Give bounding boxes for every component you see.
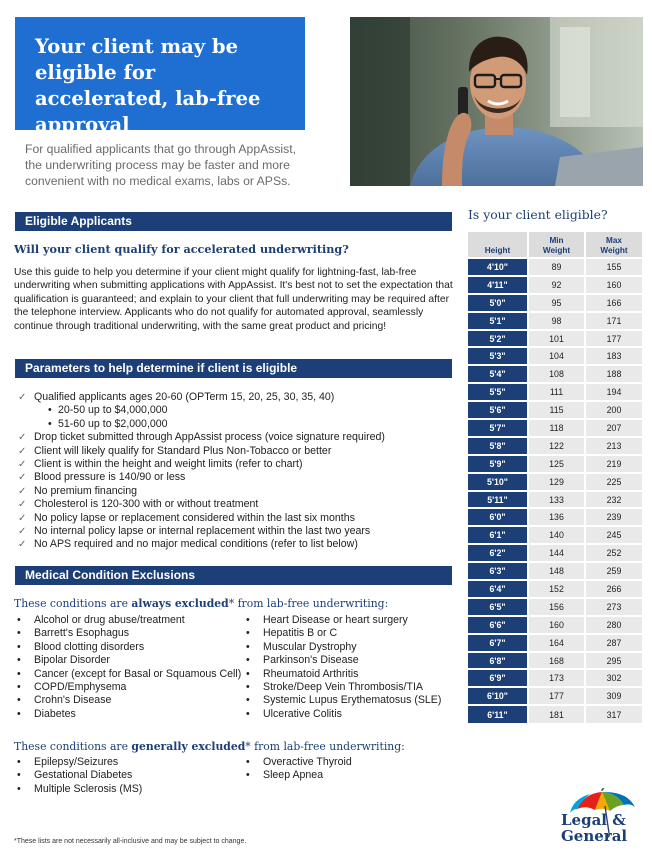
condition-text: Crohn's Disease: [34, 694, 112, 707]
max-weight-cell: 259: [585, 562, 642, 580]
condition-text: Stroke/Deep Vein Thrombosis/TIA: [263, 681, 423, 694]
condition-item: [16, 708, 241, 721]
parameter-text: Cholesterol is 120-300 with or without treatment: [34, 498, 259, 511]
max-weight-cell: 245: [585, 526, 642, 544]
min-weight-cell: 168: [528, 652, 585, 670]
table-row: [468, 687, 642, 705]
parameter-item: [18, 485, 458, 498]
condition-text: Alcohol or drug abuse/treatment: [34, 614, 185, 626]
max-weight-cell: 287: [585, 634, 642, 652]
height-cell: 5'6": [468, 401, 528, 419]
logo-line-1: Legal &: [561, 811, 626, 829]
parameter-item: [18, 404, 458, 417]
condition-item: [16, 681, 241, 694]
parameter-text: No policy lapse or replacement considered within the last six months: [34, 511, 355, 524]
bullet-dot: •: [17, 654, 21, 667]
max-weight-cell: 225: [585, 473, 642, 491]
height-cell: 6'4": [468, 580, 528, 598]
parameter-text: No APS required and no major medical conditions (refer to list below): [34, 538, 358, 551]
height-cell: 6'3": [468, 562, 528, 580]
guide-paragraph: Use this guide to help you determine if your client might qualify for lightning-fast, lab-free underwriting when submitting applications with AppAssist. It's best not to set the expectation that qualification is guaranteed; and explain to your client that full underwriting may be required after the telephone interview. Applicants who do not qualify for automated approval, seamlessly continue through traditional underwriting, with the same great product and pricing!: [14, 267, 453, 332]
condition-text: Systemic Lupus Erythematosus (SLE): [263, 694, 442, 707]
parameter-item: [18, 498, 458, 511]
height-weight-table: [468, 232, 642, 723]
height-cell: 5'3": [468, 347, 528, 365]
min-weight-cell: 92: [528, 276, 585, 294]
parameter-text: Drop ticket submitted through AppAssist process (voice signature required): [34, 431, 385, 444]
height-cell: 5'11": [468, 491, 528, 509]
height-cell: 4'10": [468, 258, 528, 276]
table-row: [468, 294, 642, 312]
max-weight-cell: 252: [585, 544, 642, 562]
condition-item: [245, 681, 441, 694]
min-weight-cell: 152: [528, 580, 585, 598]
max-weight-cell: 171: [585, 312, 642, 330]
checkmark-icon: ✓: [18, 512, 27, 524]
max-weight-cell: 200: [585, 401, 642, 419]
table-row: [468, 276, 642, 294]
height-cell: 6'1": [468, 526, 528, 544]
table-row: [468, 544, 642, 562]
min-weight-cell: 156: [528, 598, 585, 616]
min-weight-cell: 125: [528, 455, 585, 473]
bullet-dot: •: [17, 756, 21, 768]
table-row: [468, 705, 642, 723]
parameter-item: [18, 418, 458, 431]
generally-excluded-list-left: [16, 756, 142, 796]
height-cell: 6'10": [468, 687, 528, 705]
bullet-dot: •: [17, 782, 21, 795]
max-weight-cell: 317: [585, 705, 642, 723]
max-weight-cell: 160: [585, 276, 642, 294]
min-weight-cell: 122: [528, 437, 585, 455]
logo-wordmark: [561, 812, 651, 844]
table-row: [468, 383, 642, 401]
table-header-cell: Min Weight: [528, 232, 585, 258]
condition-item: [16, 614, 241, 627]
intro-paragraph: For qualified applicants that go through AppAssist, the underwriting process may be faster and more convenient with no medical exams, labs or APSs.: [25, 142, 296, 188]
condition-text: Ulcerative Colitis: [263, 707, 342, 720]
condition-text: Gestational Diabetes: [34, 769, 133, 782]
table-row: [468, 580, 642, 598]
min-weight-cell: 136: [528, 508, 585, 526]
condition-item: [16, 783, 142, 796]
always-excluded-lead: These conditions are always excluded* from lab-free underwriting:: [14, 597, 389, 610]
bullet-dot: •: [17, 769, 21, 782]
generally-excluded-lead: These conditions are generally excluded* from lab-free underwriting:: [14, 740, 405, 753]
exclusions-heading: Medical Condition Exclusions: [15, 566, 452, 585]
condition-text: Parkinson's Disease: [263, 654, 359, 667]
max-weight-cell: 194: [585, 383, 642, 401]
min-weight-cell: 133: [528, 491, 585, 509]
min-weight-cell: 144: [528, 544, 585, 562]
min-weight-cell: 111: [528, 383, 585, 401]
table-header-cell: Max Weight: [585, 232, 642, 258]
condition-item: [16, 769, 142, 782]
condition-text: Diabetes: [34, 707, 76, 720]
height-cell: 5'7": [468, 419, 528, 437]
condition-text: Barrett's Esophagus: [34, 627, 130, 640]
table-row: [468, 455, 642, 473]
max-weight-cell: 239: [585, 508, 642, 526]
condition-item: [245, 614, 441, 627]
height-cell: 6'8": [468, 652, 528, 670]
checkmark-icon: ✓: [18, 499, 27, 511]
parameters-heading: Parameters to help determine if client is eligible: [15, 359, 452, 378]
table-body: [468, 258, 642, 723]
height-cell: 5'8": [468, 437, 528, 455]
min-weight-cell: 115: [528, 401, 585, 419]
condition-text: Sleep Apnea: [263, 769, 324, 782]
parameter-item: [18, 512, 458, 525]
checkmark-icon: ✓: [18, 432, 27, 444]
height-cell: 5'1": [468, 312, 528, 330]
max-weight-cell: 213: [585, 437, 642, 455]
max-weight-cell: 295: [585, 652, 642, 670]
condition-text: Epilepsy/Seizures: [34, 756, 119, 768]
condition-item: [245, 756, 352, 769]
height-cell: 6'0": [468, 508, 528, 526]
height-cell: 6'6": [468, 616, 528, 634]
always-excluded-list-left: [16, 614, 241, 721]
min-weight-cell: 118: [528, 419, 585, 437]
bullet-dot: •: [17, 681, 21, 694]
table-row: [468, 652, 642, 670]
condition-item: [16, 668, 241, 681]
eligibility-question: Will your client qualify for accelerated underwriting?: [14, 242, 349, 256]
height-cell: 5'4": [468, 365, 528, 383]
table-row: [468, 365, 642, 383]
checkmark-icon: ✓: [18, 392, 27, 403]
max-weight-cell: 273: [585, 598, 642, 616]
min-weight-cell: 177: [528, 687, 585, 705]
max-weight-cell: 183: [585, 347, 642, 365]
bullet-dot: •: [48, 404, 52, 417]
min-weight-cell: 104: [528, 347, 585, 365]
always-excluded-list-right: [245, 614, 441, 721]
parameter-item: [18, 431, 458, 444]
height-cell: 5'2": [468, 330, 528, 348]
parameter-item: [18, 445, 458, 458]
condition-item: [16, 756, 142, 769]
max-weight-cell: 177: [585, 330, 642, 348]
condition-item: [245, 627, 441, 640]
checkmark-icon: ✓: [18, 539, 27, 551]
condition-item: [16, 627, 241, 640]
condition-item: [16, 641, 241, 654]
min-weight-cell: 181: [528, 705, 585, 723]
parameter-text: Qualified applicants ages 20-60 (OPTerm 15, 20, 25, 30, 35, 40): [34, 391, 335, 403]
table-row: [468, 508, 642, 526]
condition-text: Bipolar Disorder: [34, 654, 110, 667]
min-weight-cell: 140: [528, 526, 585, 544]
bullet-dot: •: [17, 640, 21, 653]
bullet-dot: •: [17, 667, 21, 680]
bullet-dot: •: [246, 667, 250, 680]
bullet-dot: •: [17, 707, 21, 720]
bullet-dot: •: [246, 681, 250, 694]
condition-item: [16, 694, 241, 707]
min-weight-cell: 148: [528, 562, 585, 580]
condition-text: Heart Disease or heart surgery: [263, 614, 408, 626]
height-cell: 5'9": [468, 455, 528, 473]
footnote: *These lists are not necessarily all-inclusive and may be subject to change.: [14, 838, 247, 845]
height-cell: 6'2": [468, 544, 528, 562]
condition-item: [245, 708, 441, 721]
min-weight-cell: 101: [528, 330, 585, 348]
checkmark-icon: ✓: [18, 472, 27, 484]
table-row: [468, 562, 642, 580]
parameter-text: Blood pressure is 140/90 or less: [34, 471, 186, 484]
bullet-dot: •: [17, 627, 21, 640]
condition-item: [16, 654, 241, 667]
height-cell: 6'5": [468, 598, 528, 616]
bullet-dot: •: [48, 417, 52, 430]
height-cell: 5'5": [468, 383, 528, 401]
table-title: Is your client eligible?: [468, 207, 608, 222]
max-weight-cell: 155: [585, 258, 642, 276]
height-cell: 6'7": [468, 634, 528, 652]
condition-item: [245, 654, 441, 667]
parameter-text: Client will likely qualify for Standard Plus Non-Tobacco or better: [34, 444, 332, 457]
table-row: [468, 616, 642, 634]
bullet-dot: •: [17, 614, 21, 626]
table-header-cell: Height: [468, 232, 528, 258]
condition-item: [245, 668, 441, 681]
min-weight-cell: 98: [528, 312, 585, 330]
checkmark-icon: ✓: [18, 445, 27, 457]
parameter-item: [18, 458, 458, 471]
condition-text: Blood clotting disorders: [34, 640, 145, 653]
table-row: [468, 634, 642, 652]
table-row: [468, 491, 642, 509]
min-weight-cell: 95: [528, 294, 585, 312]
logo-line-2: General: [561, 827, 628, 845]
parameter-item: [18, 538, 458, 551]
condition-item: [245, 641, 441, 654]
max-weight-cell: 280: [585, 616, 642, 634]
table-row: [468, 401, 642, 419]
table-row: [468, 437, 642, 455]
bullet-dot: •: [246, 654, 250, 667]
height-cell: 6'9": [468, 669, 528, 687]
max-weight-cell: 219: [585, 455, 642, 473]
min-weight-cell: 160: [528, 616, 585, 634]
min-weight-cell: 129: [528, 473, 585, 491]
table-header-row: [468, 232, 642, 258]
table-row: [468, 330, 642, 348]
max-weight-cell: 188: [585, 365, 642, 383]
parameter-text: 20-50 up to $4,000,000: [58, 404, 168, 417]
table-row: [468, 312, 642, 330]
condition-text: Rheumatoid Arthritis: [263, 667, 359, 680]
height-cell: 4'11": [468, 276, 528, 294]
table-row: [468, 669, 642, 687]
max-weight-cell: 207: [585, 419, 642, 437]
bullet-dot: •: [17, 694, 21, 707]
condition-item: [245, 769, 352, 782]
condition-text: Multiple Sclerosis (MS): [34, 782, 143, 795]
min-weight-cell: 108: [528, 365, 585, 383]
min-weight-cell: 164: [528, 634, 585, 652]
parameter-item: [18, 391, 458, 404]
condition-text: Muscular Dystrophy: [263, 640, 357, 653]
bullet-dot: •: [246, 614, 250, 626]
max-weight-cell: 232: [585, 491, 642, 509]
min-weight-cell: 173: [528, 669, 585, 687]
height-cell: 5'0": [468, 294, 528, 312]
parameter-text: No internal policy lapse or internal replacement within the last two years: [34, 525, 371, 538]
checkmark-icon: ✓: [18, 485, 27, 497]
min-weight-cell: 89: [528, 258, 585, 276]
bullet-dot: •: [246, 756, 250, 768]
table-row: [468, 419, 642, 437]
table-row: [468, 598, 642, 616]
max-weight-cell: 309: [585, 687, 642, 705]
table-row: [468, 473, 642, 491]
parameter-text: No premium financing: [34, 484, 138, 497]
parameters-list: [18, 391, 458, 552]
hero-photo: [350, 17, 643, 186]
checkmark-icon: ✓: [18, 526, 27, 538]
table-row: [468, 347, 642, 365]
bullet-dot: •: [246, 627, 250, 640]
max-weight-cell: 302: [585, 669, 642, 687]
max-weight-cell: 266: [585, 580, 642, 598]
bullet-dot: •: [246, 640, 250, 653]
bullet-dot: •: [246, 694, 250, 707]
checkmark-icon: ✓: [18, 459, 27, 471]
generally-excluded-list-right: [245, 756, 352, 783]
height-cell: 5'10": [468, 473, 528, 491]
condition-text: Cancer (except for Basal or Squamous Cell): [34, 667, 242, 680]
parameter-item: [18, 471, 458, 484]
bullet-dot: •: [246, 769, 250, 782]
height-cell: 6'11": [468, 705, 528, 723]
hero-title: Your client may be eligible for accelerated, lab-free approval: [35, 35, 261, 136]
parameter-text: Client is within the height and weight limits (refer to chart): [34, 458, 303, 471]
parameter-text: 51-60 up to $2,000,000: [58, 417, 168, 430]
parameter-item: [18, 525, 458, 538]
condition-item: [245, 694, 441, 707]
table-row: [468, 258, 642, 276]
table-row: [468, 526, 642, 544]
bullet-dot: •: [246, 707, 250, 720]
condition-text: Hepatitis B or C: [263, 627, 338, 640]
condition-text: COPD/Emphysema: [34, 681, 127, 694]
condition-text: Overactive Thyroid: [263, 756, 352, 768]
max-weight-cell: 166: [585, 294, 642, 312]
eligible-applicants-heading: Eligible Applicants: [15, 212, 452, 231]
